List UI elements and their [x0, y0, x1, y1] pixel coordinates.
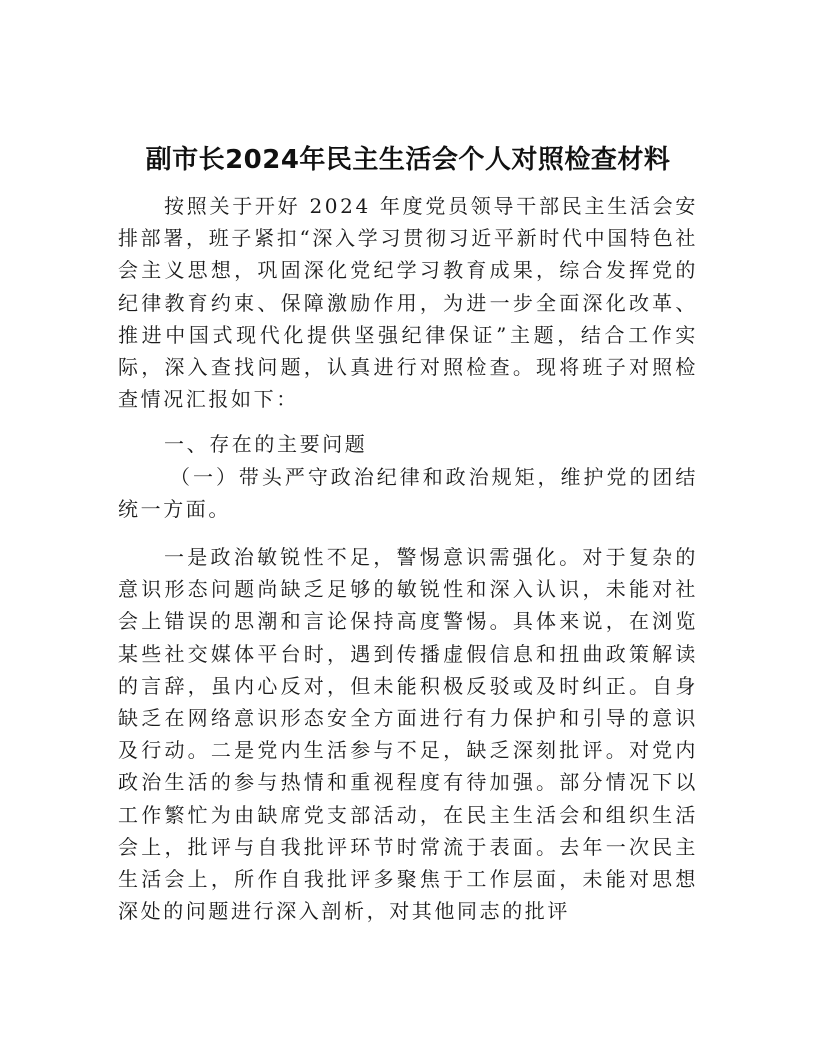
- intro-paragraph: 按照关于开好 2024 年度党员领导干部民主生活会安排部署，班子紧扣“深入学习贯彻习近平新时代中国特色社会主义思想，巩固深化党纪学习教育成果，综合发挥党的纪律教育约束、保障激励作用，为进一步全面深化改革、推进中国式现代化提供坚强纪律保证”主题，结合工作实际，深入查找问题，认真进行对照检查。现将班子对照检查情况汇报如下：: [118, 194, 698, 412]
- section-heading: 一、存在的主要问题: [164, 432, 368, 457]
- subsection-heading: （一）带头严守政治纪律和政治规矩，维护党的团结统一方面。: [118, 464, 698, 521]
- document-title: 副市长2024年民主生活会个人对照检查材料: [145, 145, 671, 175]
- body-paragraph: 一是政治敏锐性不足，警惕意识需强化。对于复杂的意识形态问题尚缺乏足够的敏锐性和深入认识，未能对社会上错误的思潮和言论保持高度警惕。具体来说，在浏览某些社交媒体平台时，遇到传播虚假信息和扭曲政策解读的言辞，虽内心反对，但未能积极反驳或及时纠正。自身缺乏在网络意识形态安全方面进行有力保护和引导的意识及行动。二是党内生活参与不足，缺乏深刻批评。对党内政治生活的参与热情和重视程度有待加强。部分情况下以工作繁忙为由缺席党支部活动，在民主生活会和组织生活会上，批评与自我批评环节时常流于表面。去年一次民主生活会上，所作自我批评多聚焦于工作层面，未能对思想深处的问题进行深入剖析，对其他同志的批评: [118, 545, 698, 924]
- document-body: [118, 190, 698, 927]
